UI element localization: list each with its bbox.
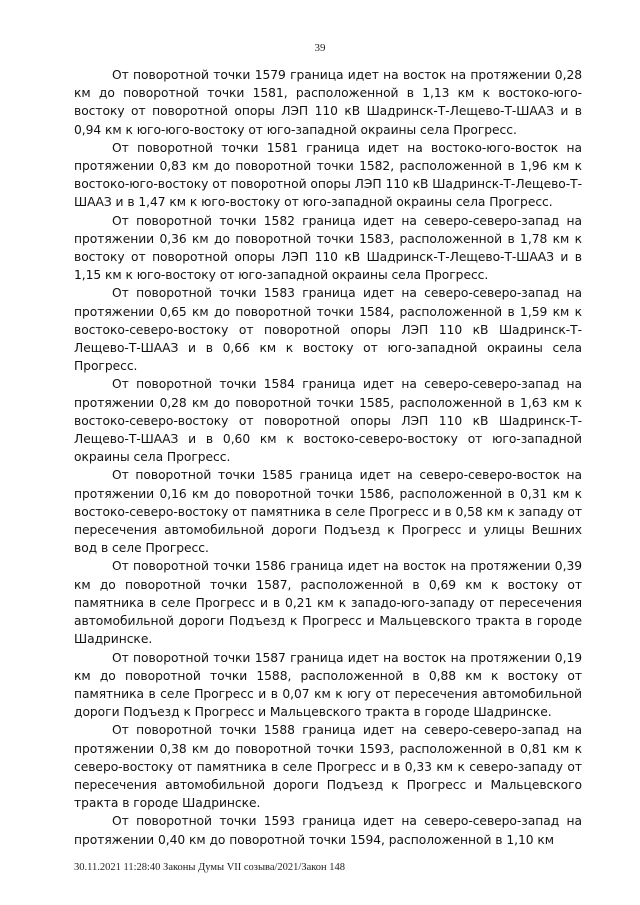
paragraph: От поворотной точки 1583 граница идет на северо-северо-запад на протяжении 0,65 км до поворотной точки 1584, расположенной в 1,59 км к востоко-северо-востоку от поворотной опоры ЛЭП 110 кВ Шадринск-Т-Лещево-Т-ШААЗ и в 0,66 км к востоку от юго-западной окраины села Прогресс. bbox=[74, 286, 582, 374]
paragraph: От поворотной точки 1593 граница идет на северо-северо-запад на протяжении 0,40 км до поворотной точки 1594, расположенной в 1,10 км bbox=[74, 814, 582, 847]
paragraph: От поворотной точки 1586 граница идет на восток на протяжении 0,39 км до поворотной точки 1587, расположенной в 0,69 км к востоку от памятника в селе Прогресс и в 0,21 км к западо-юго-западу от пересечения автомобильной дороги Подъезд к Прогресс и Мальцевского тракта в городе Шадринске. bbox=[74, 559, 582, 647]
paragraph: От поворотной точки 1581 граница идет на востоко-юго-восток на протяжении 0,83 км до поворотной точки 1582, расположенной в 1,96 км к востоко-юго-востоку от поворотной опоры ЛЭП 110 кВ Шадринск-Т-Лещево-Т-ШААЗ и в 1,47 км к юго-востоку от юго-западной окраины села Прогресс. bbox=[74, 140, 582, 210]
document-footer: 30.11.2021 11:28:40 Законы Думы VII созыва/2021/Закон 148 bbox=[74, 862, 346, 873]
paragraph: От поворотной точки 1585 граница идет на северо-северо-восток на протяжении 0,16 км до поворотной точки 1586, расположенной в 0,31 км к востоко-северо-востоку от памятника в селе Прогресс и в 0,58 км к западу от пересечения автомобильной дороги Подъезд к Прогресс и улицы Вешних вод в селе Прогресс. bbox=[74, 468, 582, 556]
paragraph: От поворотной точки 1588 граница идет на северо-северо-запад на протяжении 0,38 км до поворотной точки 1593, расположенной в 0,81 км к северо-востоку от памятника в селе Прогресс и в 0,33 км к северо-западу от пересечения автомобильной дороги Подъезд к Прогресс и Мальцевского тракта в городе Шадринске. bbox=[74, 723, 582, 811]
paragraph: От поворотной точки 1584 граница идет на северо-северо-запад на протяжении 0,28 км до поворотной точки 1585, расположенной в 1,63 км к востоко-северо-востоку от поворотной опоры ЛЭП 110 кВ Шадринск-Т-Лещево-Т-ШААЗ и в 0,60 км к востоко-северо-востоку от юго-западной окраины села Прогресс. bbox=[74, 377, 582, 465]
paragraph: От поворотной точки 1579 граница идет на восток на протяжении 0,28 км до поворотной точки 1581, расположенной в 1,13 км к востоко-юго-востоку от поворотной опоры ЛЭП 110 кВ Шадринск-Т-Лещево-Т-ШААЗ и в 0,94 км к юго-юго-востоку от юго-западной окраины села Прогресс. bbox=[74, 68, 582, 137]
paragraph: От поворотной точки 1587 граница идет на восток на протяжении 0,19 км до поворотной точки 1588, расположенной в 0,88 км к востоку от памятника в селе Прогресс и в 0,07 км к югу от пересечения автомобильной дороги Подъезд к Прогресс и Мальцевского тракта в городе Шадринске. bbox=[74, 650, 582, 720]
page-number: 39 bbox=[314, 42, 326, 54]
paragraph: От поворотной точки 1582 граница идет на северо-северо-запад на протяжении 0,36 км до поворотной точки 1583, расположенной в 1,78 км к востоку от поворотной опоры ЛЭП 110 кВ Шадринск-Т-Лещево-Т-ШААЗ и в 1,15 км к юго-востоку от юго-западной окраины села Прогресс. bbox=[74, 213, 582, 283]
document-body bbox=[74, 66, 582, 849]
